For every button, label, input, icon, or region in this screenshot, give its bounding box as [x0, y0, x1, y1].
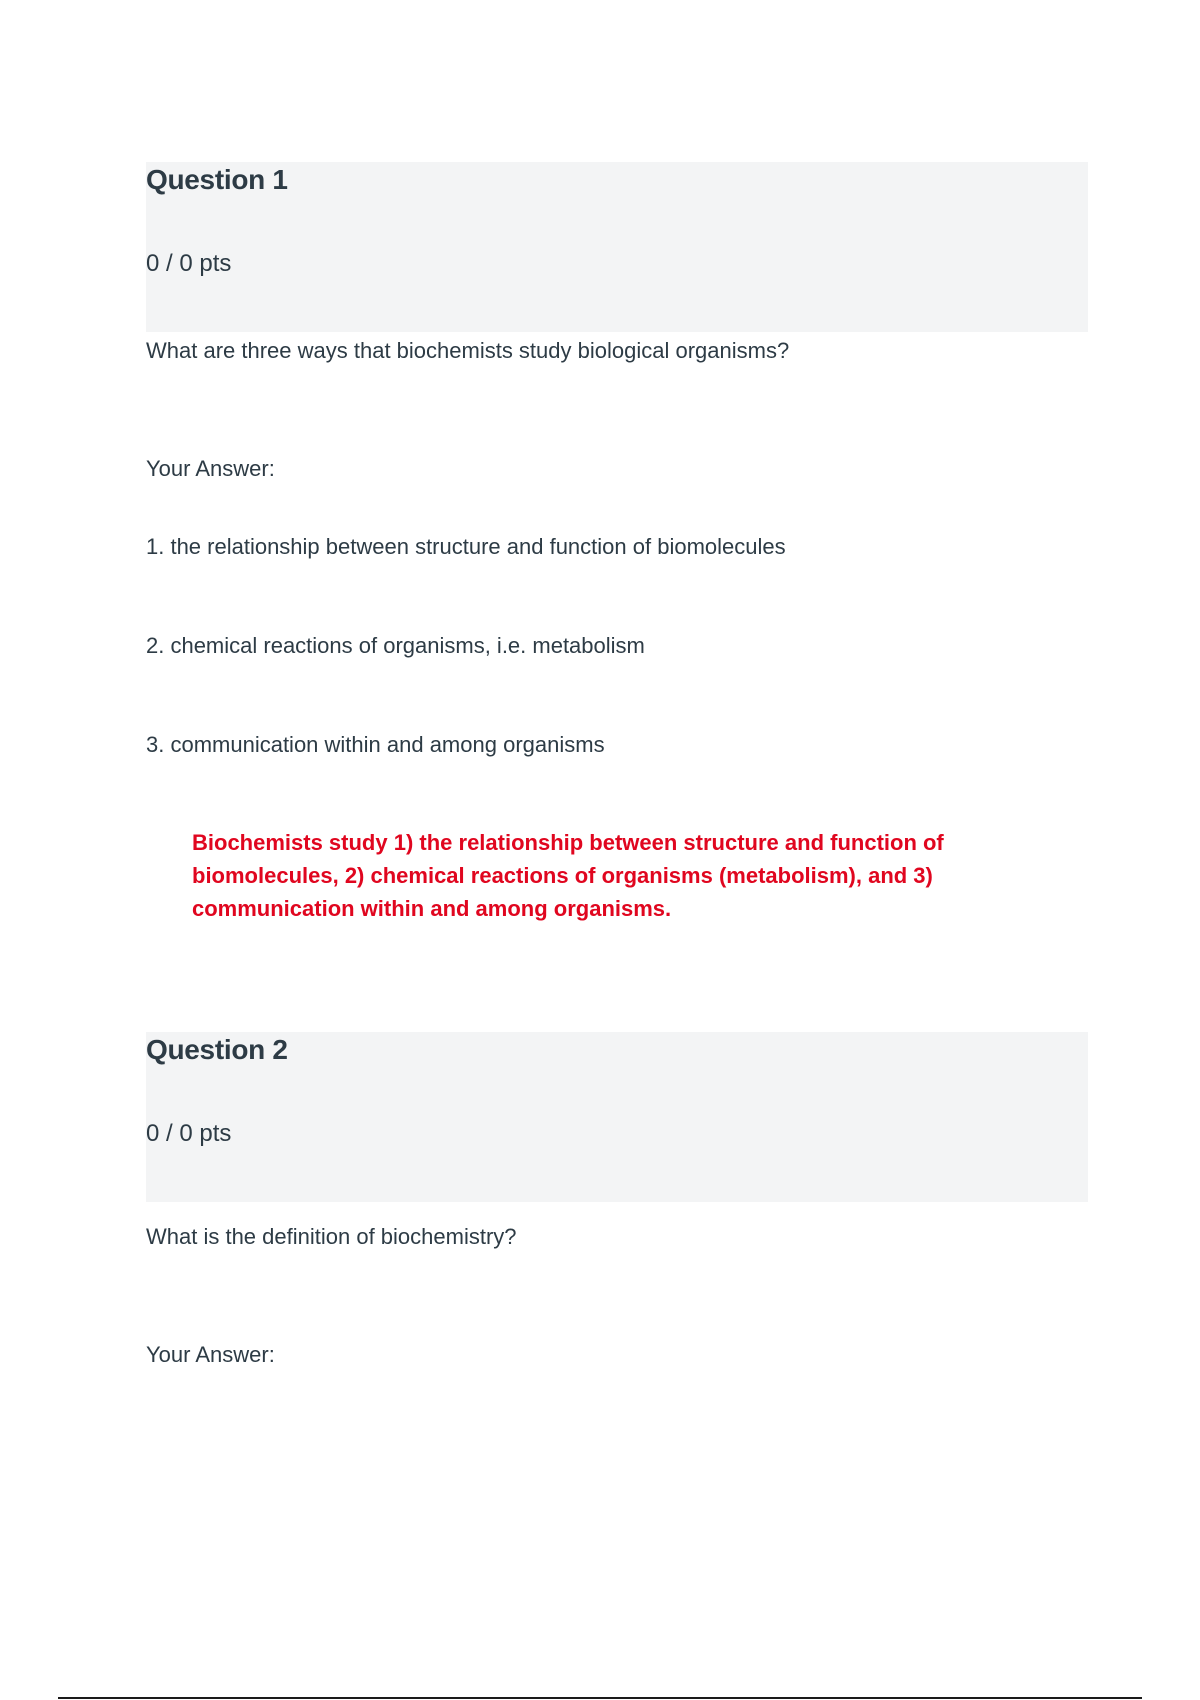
- question-1-points: 0 / 0 pts: [146, 250, 232, 277]
- question-1-prompt: What are three ways that biochemists study biological organisms?: [146, 338, 790, 363]
- question-1-answer-line-3: 3. communication within and among organisms: [146, 732, 605, 757]
- question-2-points: 0 / 0 pts: [146, 1120, 232, 1147]
- question-1-answer-line-2: 2. chemical reactions of organisms, i.e. metabolism: [146, 633, 645, 658]
- question-1-header: [146, 162, 1088, 332]
- footer-divider: [58, 1697, 1142, 1699]
- question-1-feedback: Biochemists study 1) the relationship between structure and function of biomolecules, 2) chemical reactions of organisms (metabolism), and 3) communication within and among organisms.: [192, 830, 944, 921]
- question-1-title: Question 1: [146, 164, 288, 195]
- question-1-answer-label: Your Answer:: [146, 456, 275, 481]
- question-1-answer-line-1: 1. the relationship between structure and function of biomolecules: [146, 534, 786, 559]
- question-2-answer-label: Your Answer:: [146, 1342, 275, 1367]
- question-2-title: Question 2: [146, 1034, 288, 1065]
- question-2-prompt: What is the definition of biochemistry?: [146, 1224, 517, 1249]
- question-2-header: [146, 1032, 1088, 1202]
